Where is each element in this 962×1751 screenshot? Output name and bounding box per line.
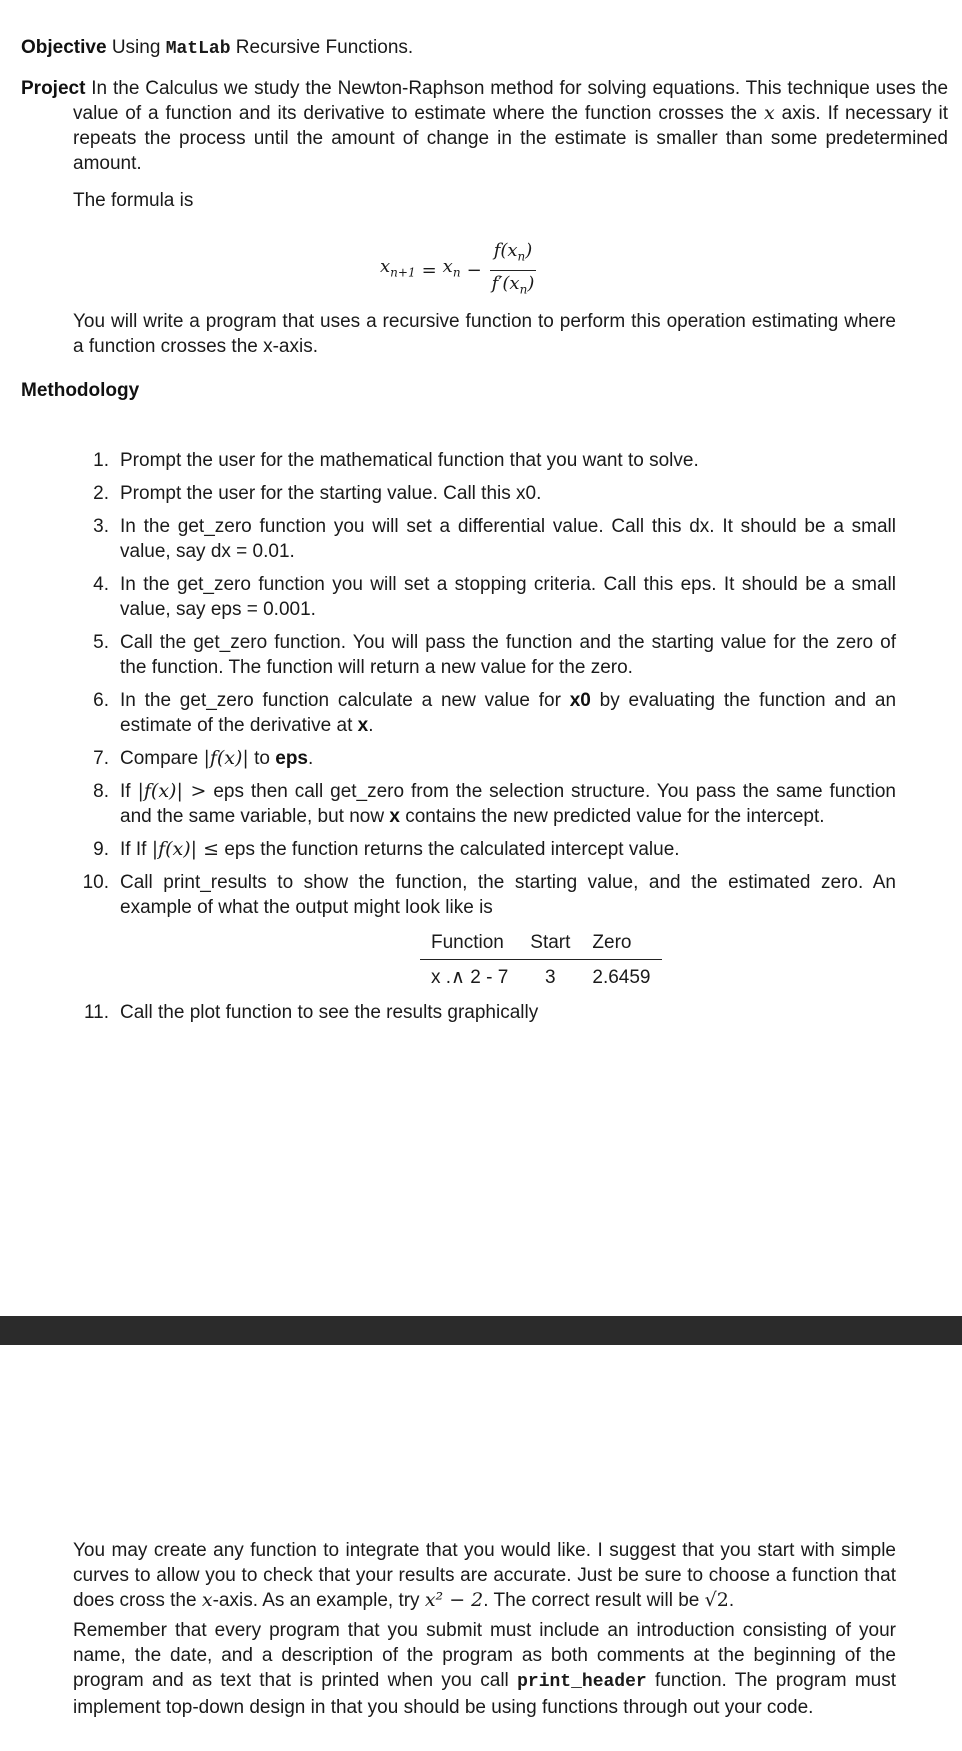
step-item: 9. If If |f(x)| ≤ eps the function returns the calculated intercept value. (93, 838, 680, 860)
formula-minus: − (466, 259, 482, 281)
formula-fraction (488, 240, 539, 300)
assignment-page-bottom (0, 1345, 962, 1751)
step-item: 3. In the get_zero function you will set a differential value. Call this dx. It should be a small value, say dx = 0.01. (93, 516, 896, 562)
table-cell-zero: 2.6459 (592, 967, 651, 988)
step-item: 6. In the get_zero function calculate a new value for x0 by evaluating the function and an estimate of the derivative at x. (93, 690, 897, 736)
function-choice-paragraph: You may create any function to integrate that you would like. I suggest that you start with simple curves to allow you to check that your results are accurate. Just be sure to choose a function that does cross the x-axis. As an example, try x² − 2. The correct result will be √2. (73, 1540, 896, 1611)
methodology-steps (73, 448, 896, 1033)
step-item: 11. Call the plot function to see the results graphically (83, 1002, 539, 1023)
step-item: 1. Prompt the user for the mathematical function that you want to solve. (93, 450, 699, 471)
step-item: 10. Call print_results to show the function, the starting value, and the estimated zero. An example of what the output might look like is Function Start Zero x .∧ 2 - 7 3 2.6459 (73, 870, 896, 992)
objective-code: MatLab (165, 39, 231, 59)
project-text-a: In the Calculus we study the Newton-Raphson method for solving equations. This technique uses the value of a function and its derivative to estimate where the function crosses the (73, 78, 949, 124)
formula-rhs-x: $x_n$ (442, 256, 461, 280)
step-item: 7. Compare |f(x)| to eps. (93, 747, 314, 769)
formula-lhs: $x_{n+1}$ (380, 256, 416, 280)
project-math-x: x (764, 102, 775, 124)
formula-equals: = (421, 259, 437, 281)
newton-raphson-formula (380, 240, 538, 300)
table-header-function: Function (420, 928, 519, 960)
table-cell-start: 3 (545, 967, 556, 988)
page-divider (0, 1316, 962, 1345)
program-requirements-paragraph: Remember that every program that you submit must include an introduction consisting of your name, the date, and a description of the program as both comments at the beginning of the program and as text that is printed when you call print_header function. The program must implement top-down design in that you should be using functions through out your code. (73, 1620, 897, 1718)
project-paragraph (21, 76, 948, 176)
table-header-zero: Zero (581, 928, 661, 960)
project-label: Project (21, 78, 86, 99)
table-header-start: Start (519, 928, 581, 960)
objective-line (21, 35, 921, 62)
step-item: 5. Call the get_zero function. You will pass the function and the starting value for the zero of the function. The function will return a new value for the zero. (93, 632, 896, 678)
formula-numerator: $f(x_n)$ (490, 240, 537, 271)
objective-text-after: Recursive Functions. (235, 37, 414, 58)
methodology-heading: Methodology (21, 380, 140, 401)
objective-label: Objective (21, 37, 107, 58)
example-output-table (420, 928, 662, 992)
objective-text-before: Using (111, 37, 161, 58)
project-text-b: axis. If necessary it repeats the process until the amount of change in the estimate is smaller than some predetermined amount. (73, 103, 948, 174)
table-row (420, 960, 662, 993)
table-cell-function: x .∧ 2 - 7 (431, 967, 509, 988)
formula-intro: The formula is (73, 190, 194, 211)
write-program-paragraph: You will write a program that uses a recursive function to perform this operation estimating where a function crosses the x-axis. (73, 311, 896, 357)
step-item: 4. In the get_zero function you will set a stopping criteria. Call this eps. It should be a small value, say eps = 0.001. (93, 574, 896, 620)
step-item: 2. Prompt the user for the starting value. Call this x0. (93, 483, 542, 504)
step-item: 8. If |f(x)| > eps then call get_zero from the selection structure. You pass the same function and the same variable, but now x contains the new predicted value for the intercept. (93, 780, 897, 827)
formula-denominator: $f'(x_n)$ (491, 272, 535, 297)
